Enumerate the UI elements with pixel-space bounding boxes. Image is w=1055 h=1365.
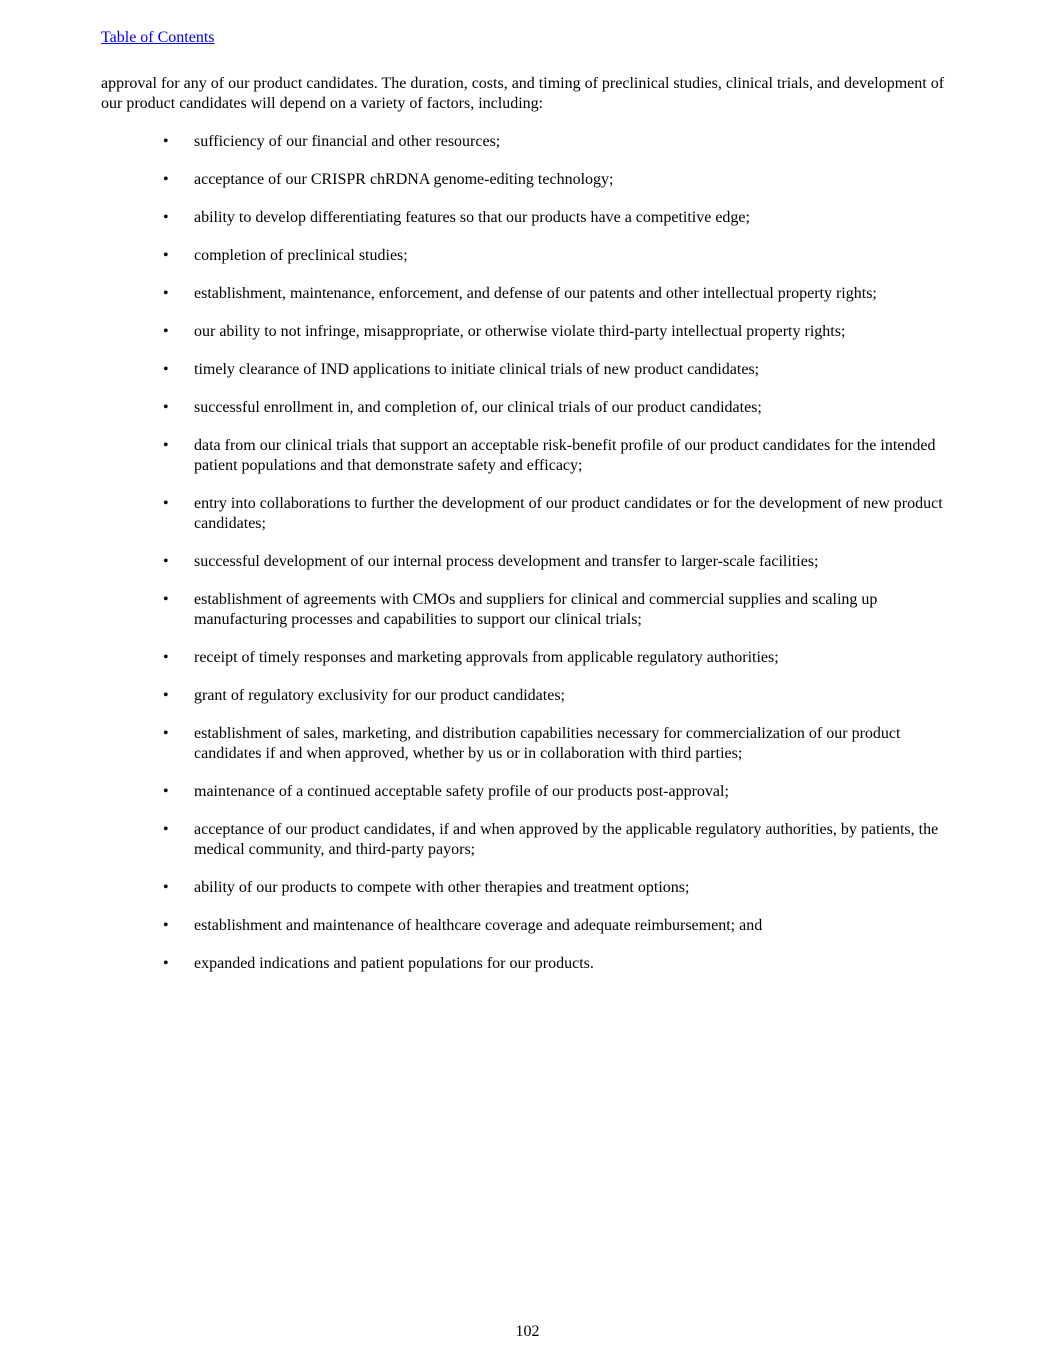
list-item-text: establishment of sales, marketing, and distribution capabilities necessary for commercialization of our product candidates if and when approved, whether by us or in collaboration with third parties; [194, 725, 901, 762]
list-item [0, 916, 954, 936]
list-item-text: ability to develop differentiating features so that our products have a competitive edge; [194, 209, 750, 226]
bullet-marker: • [163, 725, 169, 742]
bullet-marker: • [163, 821, 169, 838]
list-item [0, 686, 954, 706]
bullet-marker: • [163, 399, 169, 416]
list-item [0, 590, 954, 630]
bullet-marker: • [163, 879, 169, 896]
bullet-marker: • [163, 495, 169, 512]
list-item-text: ability of our products to compete with other therapies and treatment options; [194, 879, 690, 896]
list-item [0, 170, 954, 190]
bullet-marker: • [163, 591, 169, 608]
list-item-text: sufficiency of our financial and other resources; [194, 133, 501, 150]
list-item [0, 724, 954, 764]
list-item-text: maintenance of a continued acceptable safety profile of our products post-approval; [194, 783, 729, 800]
list-item [0, 284, 954, 304]
list-item-text: timely clearance of IND applications to initiate clinical trials of new product candidates; [194, 361, 760, 378]
list-item [0, 322, 954, 342]
factor-list [0, 132, 1055, 992]
bullet-marker: • [163, 955, 169, 972]
list-item-text: successful enrollment in, and completion of, our clinical trials of our product candidates; [194, 399, 762, 416]
list-item-text: completion of preclinical studies; [194, 247, 408, 264]
bullet-marker: • [163, 649, 169, 666]
bullet-marker: • [163, 437, 169, 454]
bullet-marker: • [163, 209, 169, 226]
list-item-text: establishment of agreements with CMOs and suppliers for clinical and commercial supplies and scaling up manufacturing processes and capabilities to support our clinical trials; [194, 591, 878, 628]
list-item [0, 208, 954, 228]
bullet-marker: • [163, 361, 169, 378]
list-item [0, 552, 954, 572]
bullet-marker: • [163, 171, 169, 188]
list-item-text: data from our clinical trials that support an acceptable risk-benefit profile of our product candidates for the intended patient populations and that demonstrate safety and efficacy; [194, 437, 936, 474]
list-item [0, 246, 954, 266]
table-of-contents-link[interactable]: Table of Contents [101, 29, 215, 46]
list-item-text: our ability to not infringe, misappropriate, or otherwise violate third-party intellectual property rights; [194, 323, 846, 340]
list-item-text: entry into collaborations to further the development of our product candidates or for the development of new product candidates; [194, 495, 943, 532]
list-item [0, 398, 954, 418]
bullet-marker: • [163, 285, 169, 302]
list-item [0, 954, 954, 974]
list-item [0, 878, 954, 898]
intro-paragraph: approval for any of our product candidates. The duration, costs, and timing of preclinical studies, clinical trials, and development of our product candidates will depend on a variety of factors, including: [101, 75, 945, 112]
list-item-text: expanded indications and patient populations for our products. [194, 955, 594, 972]
bullet-marker: • [163, 687, 169, 704]
bullet-marker: • [163, 133, 169, 150]
list-item-text: acceptance of our product candidates, if and when approved by the applicable regulatory authorities, by patients, the medical community, and third-party payors; [194, 821, 939, 858]
list-item-text: acceptance of our CRISPR chRDNA genome-editing technology; [194, 171, 614, 188]
page-number: 102 [515, 1323, 540, 1340]
bullet-marker: • [163, 553, 169, 570]
list-item [0, 782, 954, 802]
list-item [0, 494, 954, 534]
list-item [0, 820, 954, 860]
bullet-marker: • [163, 917, 169, 934]
list-item-text: establishment and maintenance of healthcare coverage and adequate reimbursement; and [194, 917, 763, 934]
list-item-text: grant of regulatory exclusivity for our product candidates; [194, 687, 565, 704]
bullet-marker: • [163, 783, 169, 800]
list-item-text: receipt of timely responses and marketing approvals from applicable regulatory authorities; [194, 649, 779, 666]
bullet-marker: • [163, 323, 169, 340]
list-item [0, 648, 954, 668]
bullet-marker: • [163, 247, 169, 264]
list-item [0, 436, 954, 476]
list-item [0, 132, 954, 152]
list-item-text: establishment, maintenance, enforcement, and defense of our patents and other intellectual property rights; [194, 285, 877, 302]
list-item-text: successful development of our internal process development and transfer to larger-scale facilities; [194, 553, 819, 570]
list-item [0, 360, 954, 380]
